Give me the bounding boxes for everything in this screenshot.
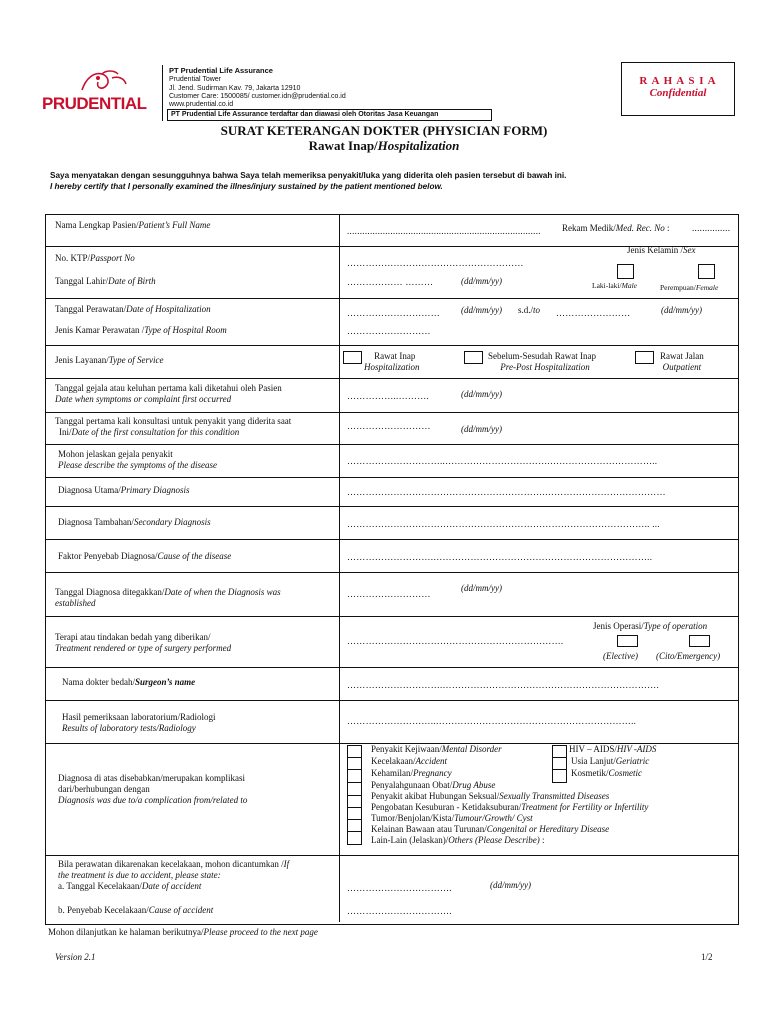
dob-field[interactable]: ……………… ……… — [347, 277, 434, 287]
complication-item: Kelainan Bawaan atau Turunan/Congenital or Hereditary Disease — [371, 824, 610, 834]
dob-format: (dd/mm/yy) — [461, 276, 502, 286]
complication-checkbox[interactable] — [347, 831, 362, 845]
elective-checkbox[interactable] — [617, 635, 638, 647]
cause-label: Faktor Penyebab Diagnosa/Cause of the disease — [58, 551, 232, 561]
accident-date-label: a. Tanggal Kecelakaan/Date of accident — [58, 881, 202, 891]
symptoms-label: Mohon jelaskan gejala penyakit Please describe the symptoms of the disease — [58, 449, 217, 470]
patient-name-label: Nama Lengkap Pasien/Patient’s Full Name — [55, 220, 211, 230]
address-line-3: Customer Care: 1500085/ customer.idn@prudential.co.id — [169, 93, 346, 100]
complication-item: Penyakit Kejiwaan/Mental Disorder — [371, 744, 502, 754]
company-info — [162, 65, 491, 121]
complication-item: Kecelakaan/Accident — [371, 756, 447, 766]
cito-checkbox[interactable] — [689, 635, 710, 647]
certify-en: I hereby certify that I personally examined the illnes/injury sustained by the patient mentioned below. — [50, 182, 443, 191]
complication-checkbox-cosmetic[interactable] — [552, 769, 567, 783]
consult-date-field[interactable]: ……………………… — [347, 421, 431, 431]
therapy-field[interactable]: ……………………………………………………………. — [347, 636, 564, 646]
male-checkbox[interactable] — [617, 264, 634, 279]
complication-label: Diagnosa di atas disebabkan/merupakan komplikasi dari/berhubungan dengan Diagnosis was due to/a complication from/related to — [58, 773, 248, 805]
consult-date-label: Tanggal pertama kali konsultasi untuk penyakit yang diderita saat Ini/Date of the first consultation for this condition — [55, 416, 292, 437]
inpatient-checkbox[interactable] — [343, 351, 362, 364]
complication-item: Tumor/Benjolan/Kista/Tumour/Growth/ Cyst — [371, 813, 533, 823]
complication-item-right: Usia Lanjut/Geriatric — [571, 756, 650, 766]
room-field[interactable]: ……………………… — [347, 326, 431, 336]
complication-item: Penyakit akibat Hubungan Seksual/Sexually Transmitted Diseases — [371, 791, 610, 801]
complication-checkbox[interactable] — [347, 782, 362, 796]
dob-label: Tanggal Lahir/Date of Birth — [55, 276, 156, 286]
version-label: Version 2.1 — [55, 952, 96, 962]
symptoms-field[interactable]: …………………………..…………………………….…………………………….. — [347, 456, 658, 466]
elective-label: (Elective) — [603, 651, 638, 661]
subtitle-en: Hospitalization — [377, 138, 460, 153]
gender-label: Jenis Kelamin /Sex — [627, 245, 696, 255]
outpatient-checkbox[interactable] — [635, 351, 654, 364]
complication-item: Penyalahgunaan Obat/Drug Abuse — [371, 780, 496, 790]
continue-note: Mohon dilanjutkan ke halaman berikutnya/Please proceed to the next page — [48, 927, 318, 937]
prudential-logo — [42, 68, 152, 120]
pre-post-checkbox[interactable] — [464, 351, 483, 364]
certify-id: Saya menyatakan dengan sesungguhnya bahwa Saya telah memeriksa penyakit/luka yang diderita oleh pasien tersebut di bawah ini. — [50, 171, 567, 180]
prudence-figure-icon — [72, 68, 132, 94]
accident-date-field[interactable]: ……………………………. — [347, 883, 452, 893]
service-label: Jenis Layanan/Type of Service — [55, 355, 164, 365]
hosp-date-to-format: (dd/mm/yy) — [661, 305, 702, 315]
lab-label: Hasil pemeriksaan laboratorium/Radiologi Results of laboratory tests/Radiology — [62, 712, 216, 733]
row-divider — [45, 667, 738, 668]
subtitle-id: Rawat Inap/ — [308, 138, 378, 153]
hosp-date-from-field[interactable]: ………………………… — [347, 308, 440, 318]
row-divider — [45, 345, 738, 346]
form-title: SURAT KETERANGAN DOKTER (PHYSICIAN FORM) — [220, 123, 548, 138]
complication-item-right: HIV – AIDS/HIV -AIDS — [569, 744, 657, 754]
complication-item: Pengobatan Kesuburan - Ketidaksuburan/Treatment for Fertility or Infertility — [371, 802, 649, 812]
row-divider — [45, 298, 738, 299]
row-divider — [45, 700, 738, 701]
secondary-dx-field[interactable]: …………………………………………………………………………………….. ... — [347, 519, 660, 529]
confidential-label-en: Confidential — [649, 87, 707, 99]
logo-wordmark: PRUDENTIAL — [42, 94, 147, 113]
cito-label: (Cito/Emergency) — [656, 651, 721, 661]
hosp-date-to-label: s.d./to — [518, 305, 541, 315]
accident-date-format: (dd/mm/yy) — [490, 880, 531, 890]
operation-type-label: Jenis Operasi/Type of operation — [593, 621, 708, 631]
secondary-dx-label: Diagnosa Tambahan/Secondary Diagnosis — [58, 517, 211, 527]
address-line-4: www.prudential.co.id — [169, 101, 234, 108]
symptom-date-field[interactable]: ……………..………. — [347, 391, 430, 401]
primary-dx-label: Diagnosa Utama/Primary Diagnosis — [58, 485, 190, 495]
regulator-note: PT Prudential Life Assurance terdaftar dan diawasi oleh Otoritas Jasa Keuangan — [167, 109, 492, 121]
room-label: Jenis Kamar Perawatan /Type of Hospital Room — [55, 325, 227, 335]
confidential-box — [621, 62, 735, 116]
surgeon-label: Nama dokter bedah/Surgeon’s name — [62, 677, 196, 687]
complication-item: Kehamilan/Pregnancy — [371, 768, 452, 778]
pre-post-label: Sebelum-Sesudah Rawat Inap Pre-Post Hospitalization — [488, 351, 596, 372]
page-number: 1/2 — [701, 952, 713, 962]
accident-intro: Bila perawatan dikarenakan kecelakaan, mohon dicantumkan /If the treatment is due to accident, please state: — [58, 859, 290, 880]
row-divider — [45, 539, 738, 540]
cause-field[interactable]: ……………………….…………………………………………………………….. — [347, 552, 653, 562]
ktp-label: No. KTP/Passport No — [55, 253, 135, 263]
inpatient-label: Rawat Inap Hospitalization — [364, 351, 420, 372]
lab-field[interactable]: ………………………..……………………………………………………….. — [347, 716, 637, 726]
confidential-label-id: R A H A S I A — [639, 75, 717, 87]
consult-date-format: (dd/mm/yy) — [461, 424, 502, 434]
complication-item-right: Kosmetik/Cosmetic — [571, 768, 642, 778]
accident-cause-field[interactable]: ……………………………. — [347, 906, 452, 916]
hosp-date-label: Tanggal Perawatan/Date of Hospitalization — [55, 304, 211, 314]
male-label: Laki-laki/Male — [592, 281, 637, 290]
dx-date-field[interactable]: ……………………… — [347, 589, 431, 599]
female-label: Perempuan/Female — [660, 283, 719, 292]
address-line-1: Prudential Tower — [169, 76, 222, 83]
outpatient-label: Rawat Jalan Outpatient — [660, 351, 704, 372]
complication-item: Lain-Lain (Jelaskan)/Others (Please Describe) : — [371, 835, 545, 845]
dx-date-label: Tanggal Diagnosa ditegakkan/Date of when the Diagnosis was established — [55, 587, 281, 608]
symptom-date-label: Tanggal gejala atau keluhan pertama kali diketahui oleh Pasien Date when symptoms or complaint first occurred — [55, 383, 282, 404]
hosp-date-to-field[interactable]: …………………… — [556, 308, 631, 318]
row-divider — [45, 477, 738, 478]
address-line-2: Jl. Jend. Sudirman Kav. 79, Jakarta 12910 — [169, 85, 301, 92]
symptom-date-format: (dd/mm/yy) — [461, 389, 502, 399]
ktp-field[interactable]: ………………………………………………… — [347, 258, 524, 268]
primary-dx-field[interactable]: ……………………………………………………….………………………………… — [347, 487, 666, 497]
row-divider — [45, 855, 738, 856]
form-subtitle — [0, 138, 768, 154]
row-divider — [45, 506, 738, 507]
row-divider — [45, 616, 738, 617]
column-divider — [339, 215, 340, 922]
med-rec-label: Rekam Medik/Med. Rec. No : — [562, 223, 670, 233]
row-divider — [45, 378, 738, 379]
med-rec-field[interactable]: ............... — [692, 223, 731, 233]
dx-date-format: (dd/mm/yy) — [461, 583, 502, 593]
company-name: PT Prudential Life Assurance — [169, 66, 273, 75]
hosp-date-from-format: (dd/mm/yy) — [461, 305, 502, 315]
accident-cause-label: b. Penyebab Kecelakaan/Cause of accident — [58, 905, 214, 915]
row-divider — [45, 444, 738, 445]
surgeon-field[interactable]: ………………………….……………………………………………………………. — [347, 680, 659, 690]
row-divider — [45, 412, 738, 413]
row-divider — [45, 572, 738, 573]
complication-checkbox[interactable] — [347, 769, 362, 783]
therapy-label: Terapi atau tindakan bedah yang diberikan/ Treatment rendered or type of surgery performed — [55, 632, 232, 653]
patient-name-field[interactable]: ............................................................................ — [347, 226, 541, 236]
female-checkbox[interactable] — [698, 264, 715, 279]
